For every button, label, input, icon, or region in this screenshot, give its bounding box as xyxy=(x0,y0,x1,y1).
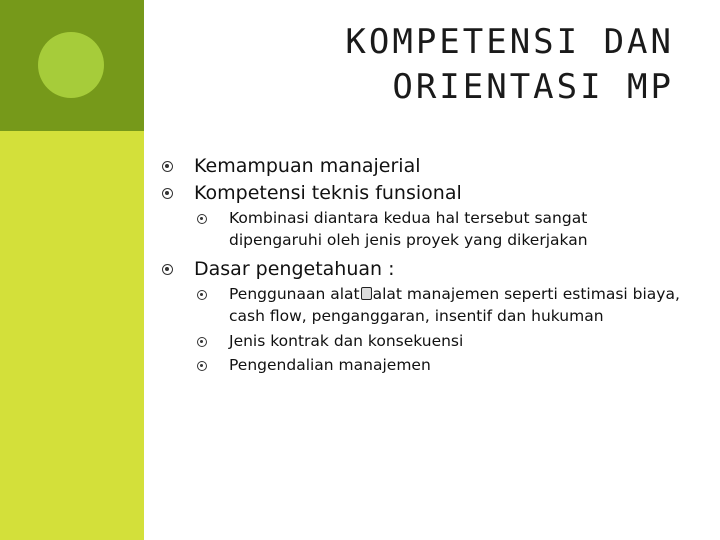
bullet-icon xyxy=(162,188,173,199)
sub-item-combination xyxy=(229,207,588,251)
sub-item-combination-line-2: dipengaruhi oleh jenis proyek yang dikerjakan xyxy=(229,231,588,249)
sub-item-combination-line-1: Kombinasi diantara kedua hal tersebut sangat xyxy=(229,209,588,227)
sub-bullet-icon xyxy=(197,214,207,224)
sub-item-tools xyxy=(229,283,680,327)
bullet-item-managerial: Kemampuan manajerial xyxy=(194,155,421,177)
sub-bullet-icon xyxy=(197,337,207,347)
bullet-item-technical: Kompetensi teknis funsional xyxy=(194,182,462,204)
sub-item-control: Pengendalian manajemen xyxy=(229,356,431,374)
bullet-icon xyxy=(162,264,173,275)
bullet-item-knowledge: Dasar pengetahuan : xyxy=(194,258,395,280)
sub-bullet-icon xyxy=(197,290,207,300)
slide-title-line-1: KOMPETENSI DAN xyxy=(345,22,674,62)
bullet-icon xyxy=(162,161,173,172)
sub-bullet-icon xyxy=(197,361,207,371)
sub-item-tools-suffix: alat manajemen seperti estimasi biaya, xyxy=(372,285,680,303)
sub-item-tools-line-1 xyxy=(229,283,680,305)
missing-glyph-icon xyxy=(361,287,372,300)
sub-item-tools-prefix: Penggunaan alat xyxy=(229,285,360,303)
sub-item-tools-line-2: cash flow, penganggaran, insentif dan hukuman xyxy=(229,307,604,325)
slide-title-line-2: ORIENTASI MP xyxy=(392,67,674,107)
sub-item-contracts: Jenis kontrak dan konsekuensi xyxy=(229,332,464,350)
